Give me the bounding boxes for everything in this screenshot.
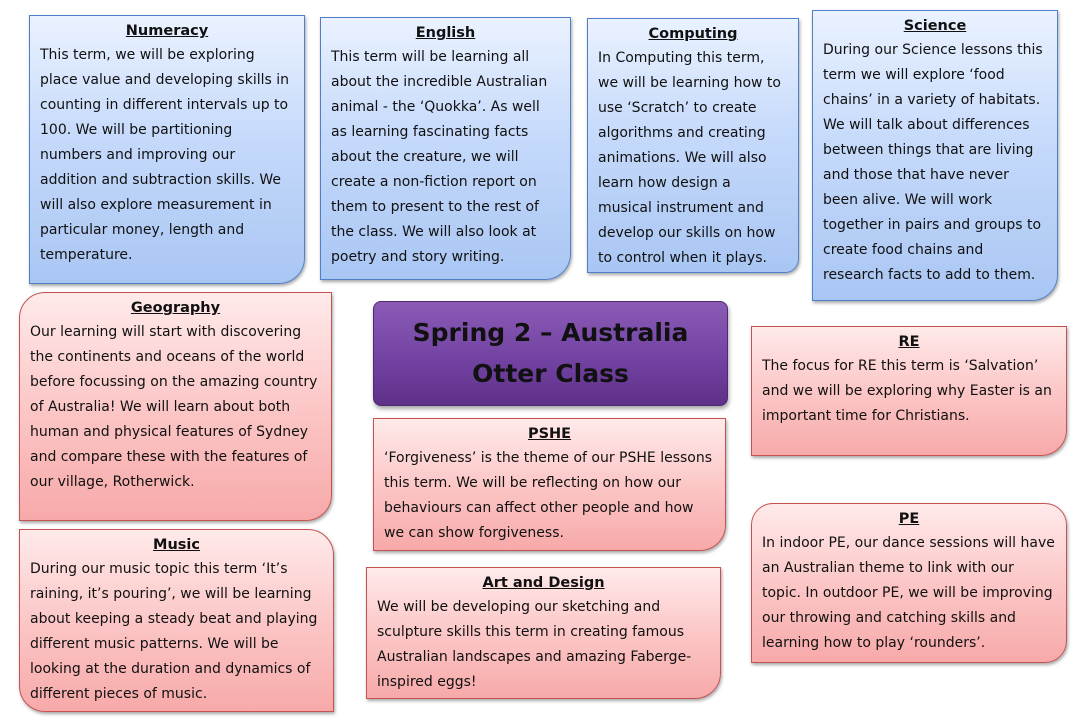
re-panel: [751, 326, 1067, 456]
computing-panel: [587, 18, 799, 273]
computing-title: Computing: [648, 26, 738, 42]
pe-panel: [751, 503, 1067, 663]
geography-text: Our learning will start with discovering the continents and oceans of the world before focussing on the amazing country of Australia! We will learn about both human and physical features of Sydney and compare these with the features of our village, Rotherwick.: [30, 324, 318, 490]
computing-text: In Computing this term, we will be learning how to use ‘Scratch’ to create algorithms and creating animations. We will also learn how design a musical instrument and develop our skills on how to control when it plays.: [598, 50, 781, 266]
music-title: Music: [153, 537, 200, 553]
class-banner: [373, 301, 728, 406]
science-panel: [812, 10, 1058, 301]
science-title: Science: [903, 18, 967, 34]
english-text: This term will be learning all about the incredible Australian animal - the ‘Quokka’. As well as learning fascinating facts about the creature, we will create a non-fiction report on them to present to the rest of the class. We will also look at poetry and story writing.: [331, 49, 548, 265]
banner-line-1: Spring 2 – Australia: [412, 318, 689, 347]
numeracy-text: This term, we will be exploring place value and developing skills in counting in different intervals up to 100. We will be partitioning numbers and improving our addition and subtraction skills. We will also explore measurement in particular money, length and temperature.: [40, 47, 290, 263]
numeracy-title: Numeracy: [125, 23, 209, 39]
pshe-text: ‘Forgiveness’ is the theme of our PSHE lessons this term. We will be reflecting on how our behaviours can affect other people and how we can show forgiveness.: [384, 450, 713, 541]
geography-panel: [19, 292, 332, 521]
numeracy-panel: [29, 15, 305, 284]
science-text: During our Science lessons this term we will explore ‘food chains’ in a variety of habitats. We will talk about differences between things that are living and those that have never been alive. We will work together in pairs and groups to create food chains and research facts to add to them.: [823, 42, 1043, 283]
geography-title: Geography: [130, 300, 221, 316]
music-text: During our music topic this term ‘It’s raining, it’s pouring’, we will be learning about keeping a steady beat and playing different music patterns. We will be looking at the duration and dynamics of different pieces of music.: [30, 561, 318, 702]
art-text: We will be developing our sketching and sculpture skills this term in creating famous Australian landscapes and amazing Faberge-inspired eggs!: [377, 599, 692, 690]
english-panel: [320, 17, 571, 280]
music-panel: [19, 529, 334, 712]
pe-title: PE: [898, 511, 920, 527]
english-title: English: [415, 25, 476, 41]
pshe-panel: [373, 418, 726, 551]
art-panel: [366, 567, 721, 699]
art-title: Art and Design: [482, 575, 605, 591]
re-title: RE: [898, 334, 920, 350]
banner-line-2: Otter Class: [472, 359, 629, 388]
pe-text: In indoor PE, our dance sessions will have an Australian theme to link with our topic. In outdoor PE, we will be improving our throwing and catching skills and learning how to play ‘rounders’.: [762, 535, 1055, 651]
re-text: The focus for RE this term is ‘Salvation’ and we will be exploring why Easter is an important time for Christians.: [762, 358, 1052, 424]
pshe-title: PSHE: [527, 426, 572, 442]
